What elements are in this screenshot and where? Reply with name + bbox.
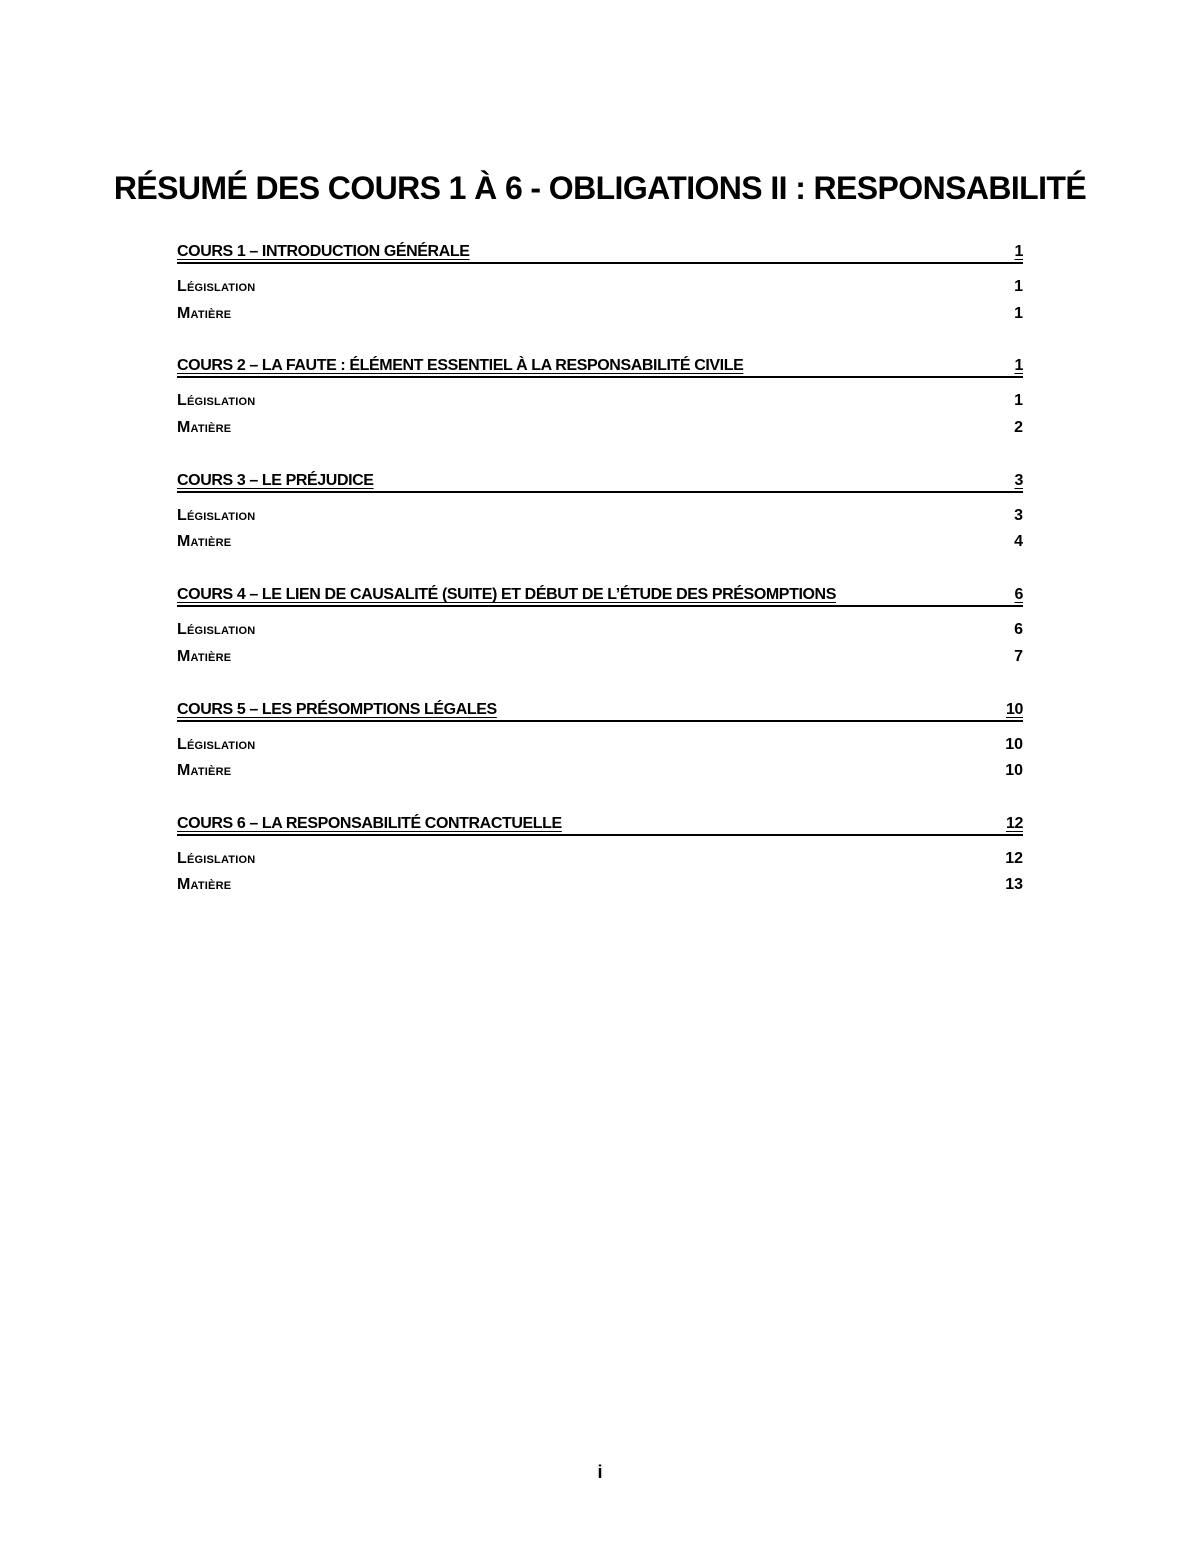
- toc-entry-label: Législation: [177, 506, 256, 524]
- page-number-footer: i: [597, 1462, 603, 1482]
- toc-section-page-number: 3: [1014, 471, 1023, 489]
- toc-link-legislation[interactable]: [177, 735, 1023, 762]
- toc-section-cours-1: [177, 238, 1023, 352]
- toc-section-page-number: 1: [1014, 357, 1023, 375]
- toc-section-cours-2: [177, 352, 1023, 466]
- toc-link-cours-4[interactable]: [177, 581, 1023, 607]
- toc-entry-label: Législation: [177, 621, 256, 639]
- toc-section-page-number: 10: [1006, 700, 1023, 718]
- toc-section-page-number: 1: [1014, 243, 1023, 260]
- toc-entry-label: Législation: [177, 278, 256, 295]
- toc-section-page-number: 12: [1006, 814, 1023, 832]
- toc-entry-label: Matière: [177, 418, 232, 436]
- toc-link-legislation[interactable]: [177, 277, 1023, 304]
- toc-link-matiere[interactable]: [177, 418, 1023, 445]
- toc-link-cours-5[interactable]: [177, 696, 1023, 722]
- toc-section-title: COURS 1 – INTRODUCTION GÉNÉRALE: [177, 243, 470, 260]
- toc-link-cours-3[interactable]: [177, 467, 1023, 493]
- toc-entry-page-number: 3: [1014, 506, 1023, 524]
- toc-entry-label: Matière: [177, 876, 232, 894]
- toc-entry-page-number: 10: [1005, 735, 1023, 753]
- toc-section-cours-6: [177, 810, 1023, 924]
- toc-entry-page-number: 10: [1005, 762, 1023, 780]
- toc-entry-label: Matière: [177, 533, 232, 551]
- toc-section-title: COURS 2 – LA FAUTE : ÉLÉMENT ESSENTIEL À LA RESPONSABILITÉ CIVILE: [177, 357, 744, 375]
- toc-link-matiere[interactable]: [177, 532, 1023, 559]
- toc-link-matiere[interactable]: [177, 647, 1023, 674]
- toc-entry-page-number: 6: [1014, 621, 1023, 639]
- toc-entry-label: Législation: [177, 392, 256, 410]
- toc-link-legislation[interactable]: [177, 391, 1023, 418]
- toc-section-cours-4: [177, 581, 1023, 695]
- toc-link-cours-6[interactable]: [177, 810, 1023, 836]
- page-title: RÉSUMÉ DES COURS 1 À 6 - OBLIGATIONS II : RESPONSABILITÉ: [113, 170, 1087, 206]
- toc-section-title: COURS 6 – LA RESPONSABILITÉ CONTRACTUELLE: [177, 814, 562, 832]
- toc-entry-label: Législation: [177, 735, 256, 753]
- toc-entry-label: Matière: [177, 304, 232, 322]
- table-of-contents: [177, 238, 1023, 924]
- toc-entry-page-number: 4: [1014, 533, 1023, 551]
- toc-section-title: COURS 3 – LE PRÉJUDICE: [177, 471, 374, 489]
- toc-link-matiere[interactable]: [177, 875, 1023, 902]
- toc-link-cours-1[interactable]: [177, 238, 1023, 264]
- toc-entry-label: Matière: [177, 647, 232, 665]
- toc-entry-page-number: 7: [1014, 647, 1023, 665]
- toc-section-page-number: 6: [1014, 586, 1023, 604]
- toc-section-title: COURS 4 – LE LIEN DE CAUSALITÉ (SUITE) ET DÉBUT DE L’ÉTUDE DES PRÉSOMPTIONS: [177, 586, 836, 604]
- toc-section-cours-5: [177, 696, 1023, 810]
- toc-entry-page-number: 1: [1014, 304, 1023, 322]
- toc-link-legislation[interactable]: [177, 506, 1023, 533]
- toc-entry-page-number: 1: [1014, 278, 1023, 295]
- toc-entry-page-number: 1: [1014, 392, 1023, 410]
- toc-section-title: COURS 5 – LES PRÉSOMPTIONS LÉGALES: [177, 700, 497, 718]
- toc-entry-label: Législation: [177, 849, 256, 867]
- toc-entry-label: Matière: [177, 762, 232, 780]
- toc-entry-page-number: 2: [1014, 418, 1023, 436]
- toc-entry-page-number: 12: [1005, 849, 1023, 867]
- toc-link-legislation[interactable]: [177, 620, 1023, 647]
- toc-link-cours-2[interactable]: [177, 352, 1023, 378]
- toc-section-cours-3: [177, 467, 1023, 581]
- toc-entry-page-number: 13: [1005, 876, 1023, 894]
- toc-link-matiere[interactable]: [177, 761, 1023, 788]
- toc-link-matiere[interactable]: [177, 304, 1023, 331]
- toc-link-legislation[interactable]: [177, 849, 1023, 876]
